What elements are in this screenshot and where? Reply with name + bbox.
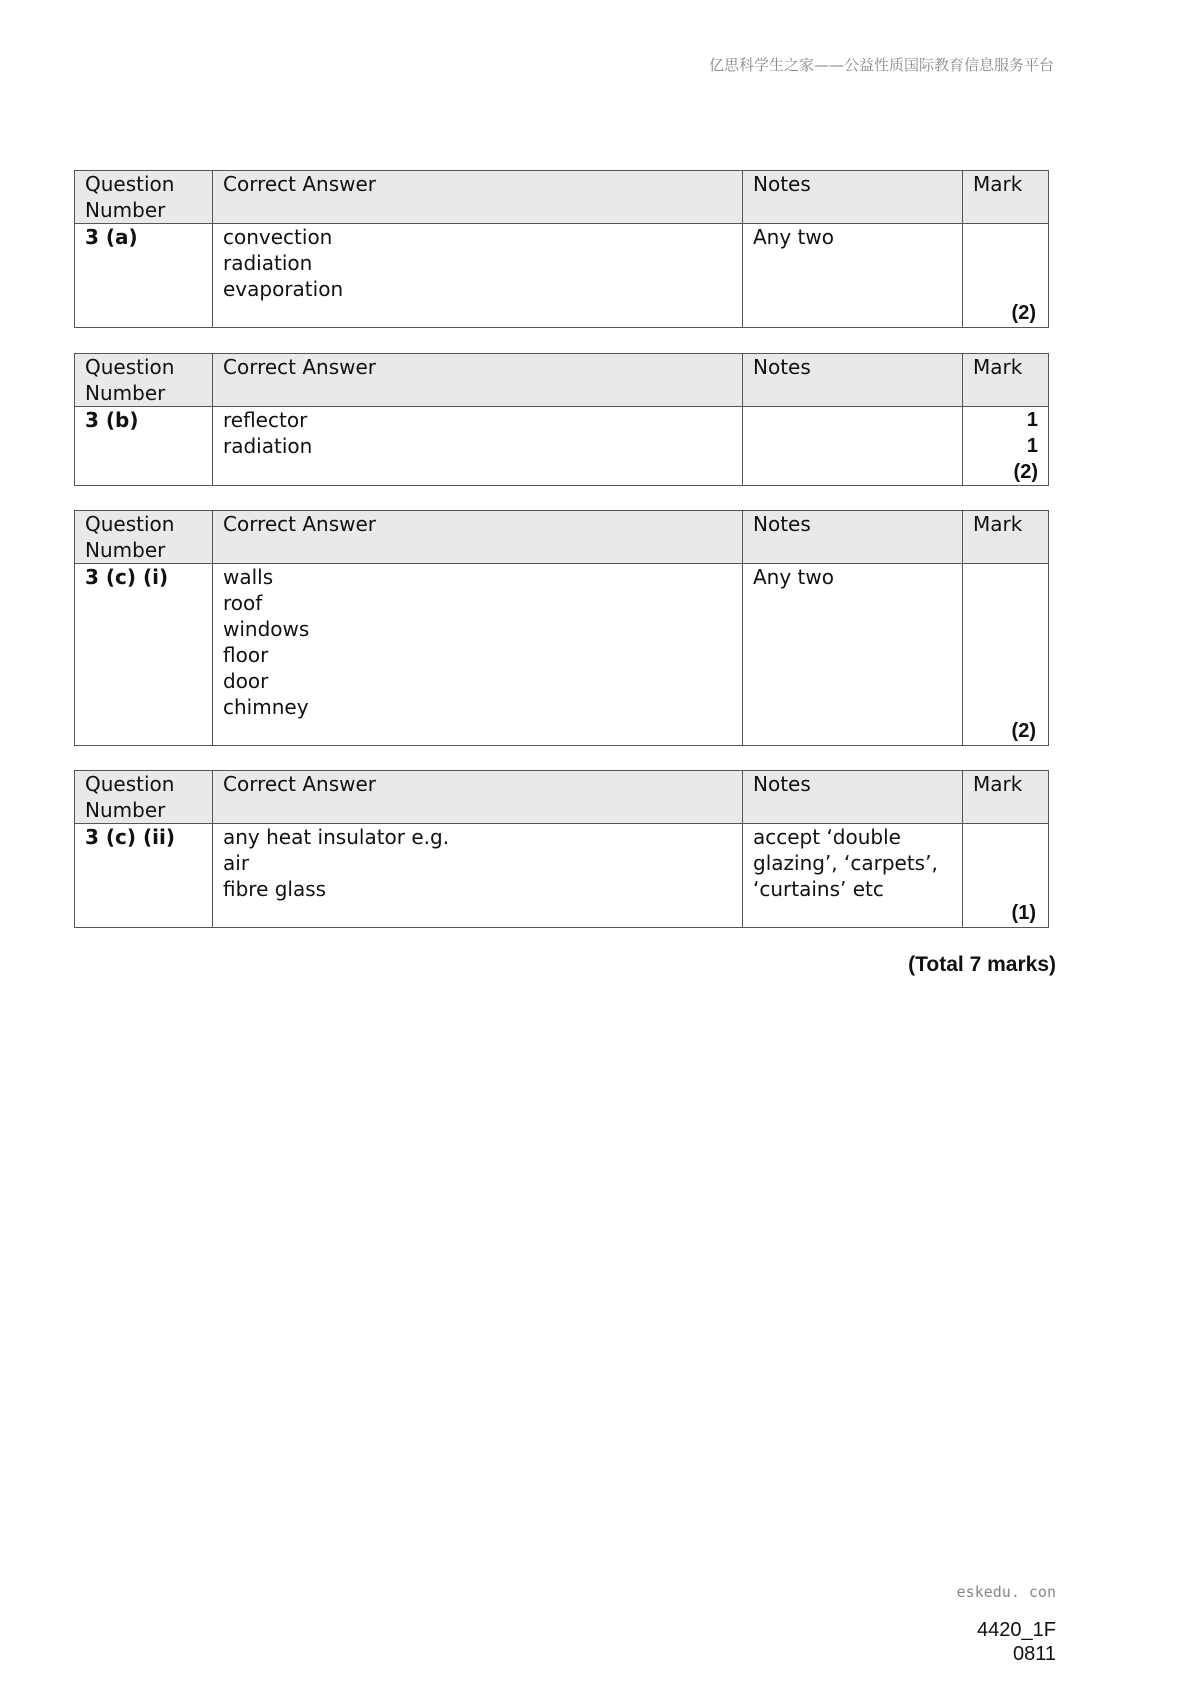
mark-header: Mark bbox=[963, 771, 1049, 824]
mark-cell bbox=[963, 564, 1049, 746]
paper-date: 0811 bbox=[1012, 1643, 1056, 1665]
notes-header: Notes bbox=[743, 771, 963, 824]
table-row bbox=[75, 407, 1049, 486]
mark-header: Mark bbox=[963, 354, 1049, 407]
mark-cell bbox=[963, 824, 1049, 928]
mark-total: (1) bbox=[1011, 902, 1036, 924]
notes-line: glazing’, ‘carpets’, bbox=[753, 851, 938, 875]
notes-cell bbox=[743, 224, 963, 328]
table-row bbox=[75, 824, 1049, 928]
question-number: 3 (c) (ii) bbox=[75, 824, 213, 928]
mark-header: Mark bbox=[963, 171, 1049, 224]
table-row bbox=[75, 224, 1049, 328]
answer-line: roof bbox=[223, 591, 263, 615]
answer-line: door bbox=[223, 669, 269, 693]
notes-header: Notes bbox=[743, 354, 963, 407]
question-number-header: Question Number bbox=[75, 771, 213, 824]
answer-line: radiation bbox=[223, 251, 313, 275]
answer-line: floor bbox=[223, 643, 269, 667]
correct-answer-header: Correct Answer bbox=[213, 511, 743, 564]
mark-scheme-table-3cii bbox=[74, 770, 1049, 928]
notes-header: Notes bbox=[743, 171, 963, 224]
question-number-header: Question Number bbox=[75, 171, 213, 224]
mark-total: (2) bbox=[1011, 720, 1036, 742]
mark-value: 1 bbox=[1026, 409, 1038, 431]
mark-scheme-table-3b bbox=[74, 353, 1049, 486]
table-header-row bbox=[75, 771, 1049, 824]
mark-total: (2) bbox=[1013, 461, 1038, 483]
answer-line: reflector bbox=[223, 408, 308, 432]
mark-value: 1 bbox=[1026, 435, 1038, 457]
question-number-header: Question Number bbox=[75, 354, 213, 407]
answer-line: evaporation bbox=[223, 277, 344, 301]
question-number: 3 (b) bbox=[75, 407, 213, 486]
mark-header: Mark bbox=[963, 511, 1049, 564]
question-number: 3 (a) bbox=[75, 224, 213, 328]
footer-site: eskedu. con bbox=[956, 1583, 1056, 1601]
header-watermark: 亿思科学生之家——公益性质国际教育信息服务平台 bbox=[708, 56, 1054, 74]
paper-code: 4420_1F bbox=[977, 1619, 1056, 1641]
question-number-header: Question Number bbox=[75, 511, 213, 564]
answer-line: chimney bbox=[223, 695, 309, 719]
notes-line: Any two bbox=[753, 225, 834, 249]
answer-line: convection bbox=[223, 225, 333, 249]
correct-answer-header: Correct Answer bbox=[213, 354, 743, 407]
notes-line: Any two bbox=[753, 565, 834, 589]
correct-answer-cell bbox=[213, 824, 743, 928]
mark-cell bbox=[963, 407, 1049, 486]
table-header-row bbox=[75, 171, 1049, 224]
notes-cell bbox=[743, 407, 963, 486]
question-number: 3 (c) (i) bbox=[75, 564, 213, 746]
correct-answer-cell bbox=[213, 564, 743, 746]
mark-scheme-table-3ci bbox=[74, 510, 1049, 746]
answer-line: any heat insulator e.g. bbox=[223, 825, 450, 849]
answer-line: walls bbox=[223, 565, 274, 589]
answer-line: radiation bbox=[223, 434, 313, 458]
notes-cell bbox=[743, 824, 963, 928]
total-marks: (Total 7 marks) bbox=[908, 953, 1056, 976]
footer-paper-code bbox=[977, 1618, 1056, 1666]
notes-line: accept ‘double bbox=[753, 825, 901, 849]
notes-header: Notes bbox=[743, 511, 963, 564]
notes-cell bbox=[743, 564, 963, 746]
mark-scheme-table-3a bbox=[74, 170, 1049, 328]
notes-line: ‘curtains’ etc bbox=[753, 877, 884, 901]
table-header-row bbox=[75, 511, 1049, 564]
mark-total: (2) bbox=[1011, 302, 1036, 324]
correct-answer-cell bbox=[213, 224, 743, 328]
answer-line: windows bbox=[223, 617, 310, 641]
correct-answer-header: Correct Answer bbox=[213, 171, 743, 224]
mark-cell bbox=[963, 224, 1049, 328]
table-header-row bbox=[75, 354, 1049, 407]
answer-line: fibre glass bbox=[223, 877, 327, 901]
answer-line: air bbox=[223, 851, 250, 875]
table-row bbox=[75, 564, 1049, 746]
correct-answer-header: Correct Answer bbox=[213, 771, 743, 824]
correct-answer-cell bbox=[213, 407, 743, 486]
